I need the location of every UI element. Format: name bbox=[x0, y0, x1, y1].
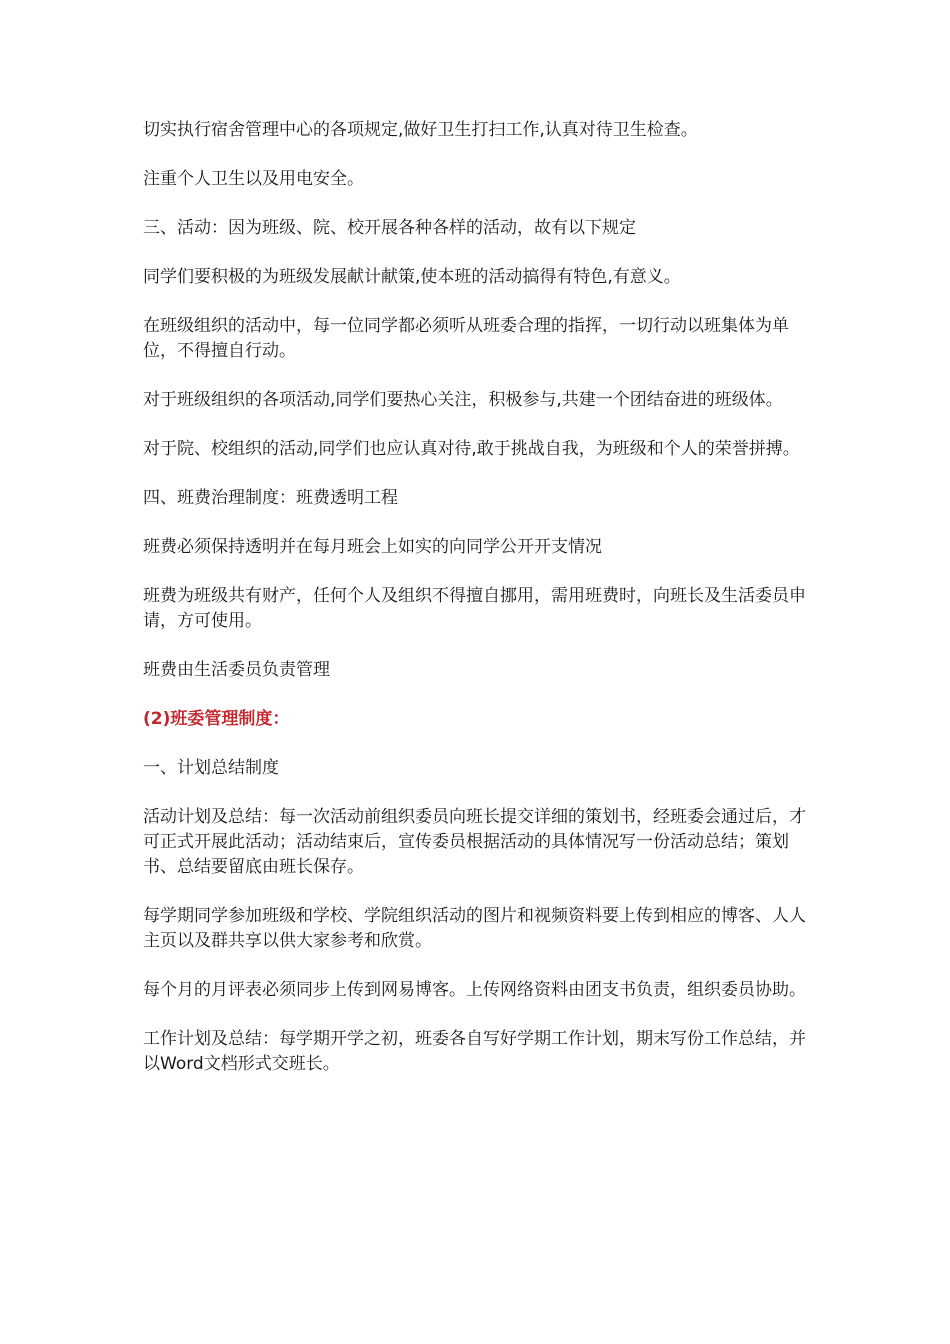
paragraph-hygiene-safety: 注重个人卫生以及用电安全。 bbox=[143, 169, 364, 189]
section-heading-plan-summary: 一、计划总结制度 bbox=[143, 758, 279, 778]
paragraph-media-upload: 每学期同学参加班级和学校、学院组织活动的图片和视频资料要上传到相应的博客、人人主页以及群共享以供大家参考和欣赏。 bbox=[143, 906, 806, 951]
paragraph-class-activities: 对于班级组织的各项活动,同学们要热心关注，积极参与,共建一个团结奋进的班级体。 bbox=[143, 390, 783, 410]
paragraph-school-activities: 对于院、校组织的活动,同学们也应认真对待,敢于挑战自我，为班级和个人的荣誉拼搏。 bbox=[143, 439, 800, 459]
paragraph-work-plan: 工作计划及总结：每学期开学之初，班委各自写好学期工作计划，期末写份工作总结，并以Word文档形式交班长。 bbox=[143, 1029, 806, 1074]
section-heading-class-fund: 四、班费治理制度：班费透明工程 bbox=[143, 488, 398, 508]
paragraph-fund-manager: 班费由生活委员负责管理 bbox=[143, 660, 330, 680]
section-heading-committee-rules: (2)班委管理制度： bbox=[143, 709, 290, 729]
paragraph-monthly-review: 每个月的月评表必须同步上传到网易博客。上传网络资料由团支书负责，组织委员协助。 bbox=[143, 980, 806, 1000]
paragraph-activity-ideas: 同学们要积极的为班级发展献计献策,使本班的活动搞得有特色,有意义。 bbox=[143, 267, 681, 287]
document-body bbox=[143, 118, 808, 1101]
paragraph-activity-discipline: 在班级组织的活动中，每一位同学都必须听从班委合理的指挥，一切行动以班集体为单位，不得擅自行动。 bbox=[143, 316, 789, 361]
paragraph-fund-transparency: 班费必须保持透明并在每月班会上如实的向同学公开开支情况 bbox=[143, 537, 602, 557]
paragraph-fund-usage: 班费为班级共有财产，任何个人及组织不得擅自挪用，需用班费时，向班长及生活委员申请，方可使用。 bbox=[143, 586, 806, 631]
paragraph-activity-plan: 活动计划及总结：每一次活动前组织委员向班长提交详细的策划书，经班委会通过后，才可正式开展此活动；活动结束后，宣传委员根据活动的具体情况写一份活动总结；策划书、总结要留底由班长保存。 bbox=[143, 807, 806, 877]
paragraph-dorm-rules: 切实执行宿舍管理中心的各项规定,做好卫生打扫工作,认真对待卫生检查。 bbox=[143, 120, 698, 140]
section-heading-activities: 三、活动：因为班级、院、校开展各种各样的活动，故有以下规定 bbox=[143, 218, 636, 238]
